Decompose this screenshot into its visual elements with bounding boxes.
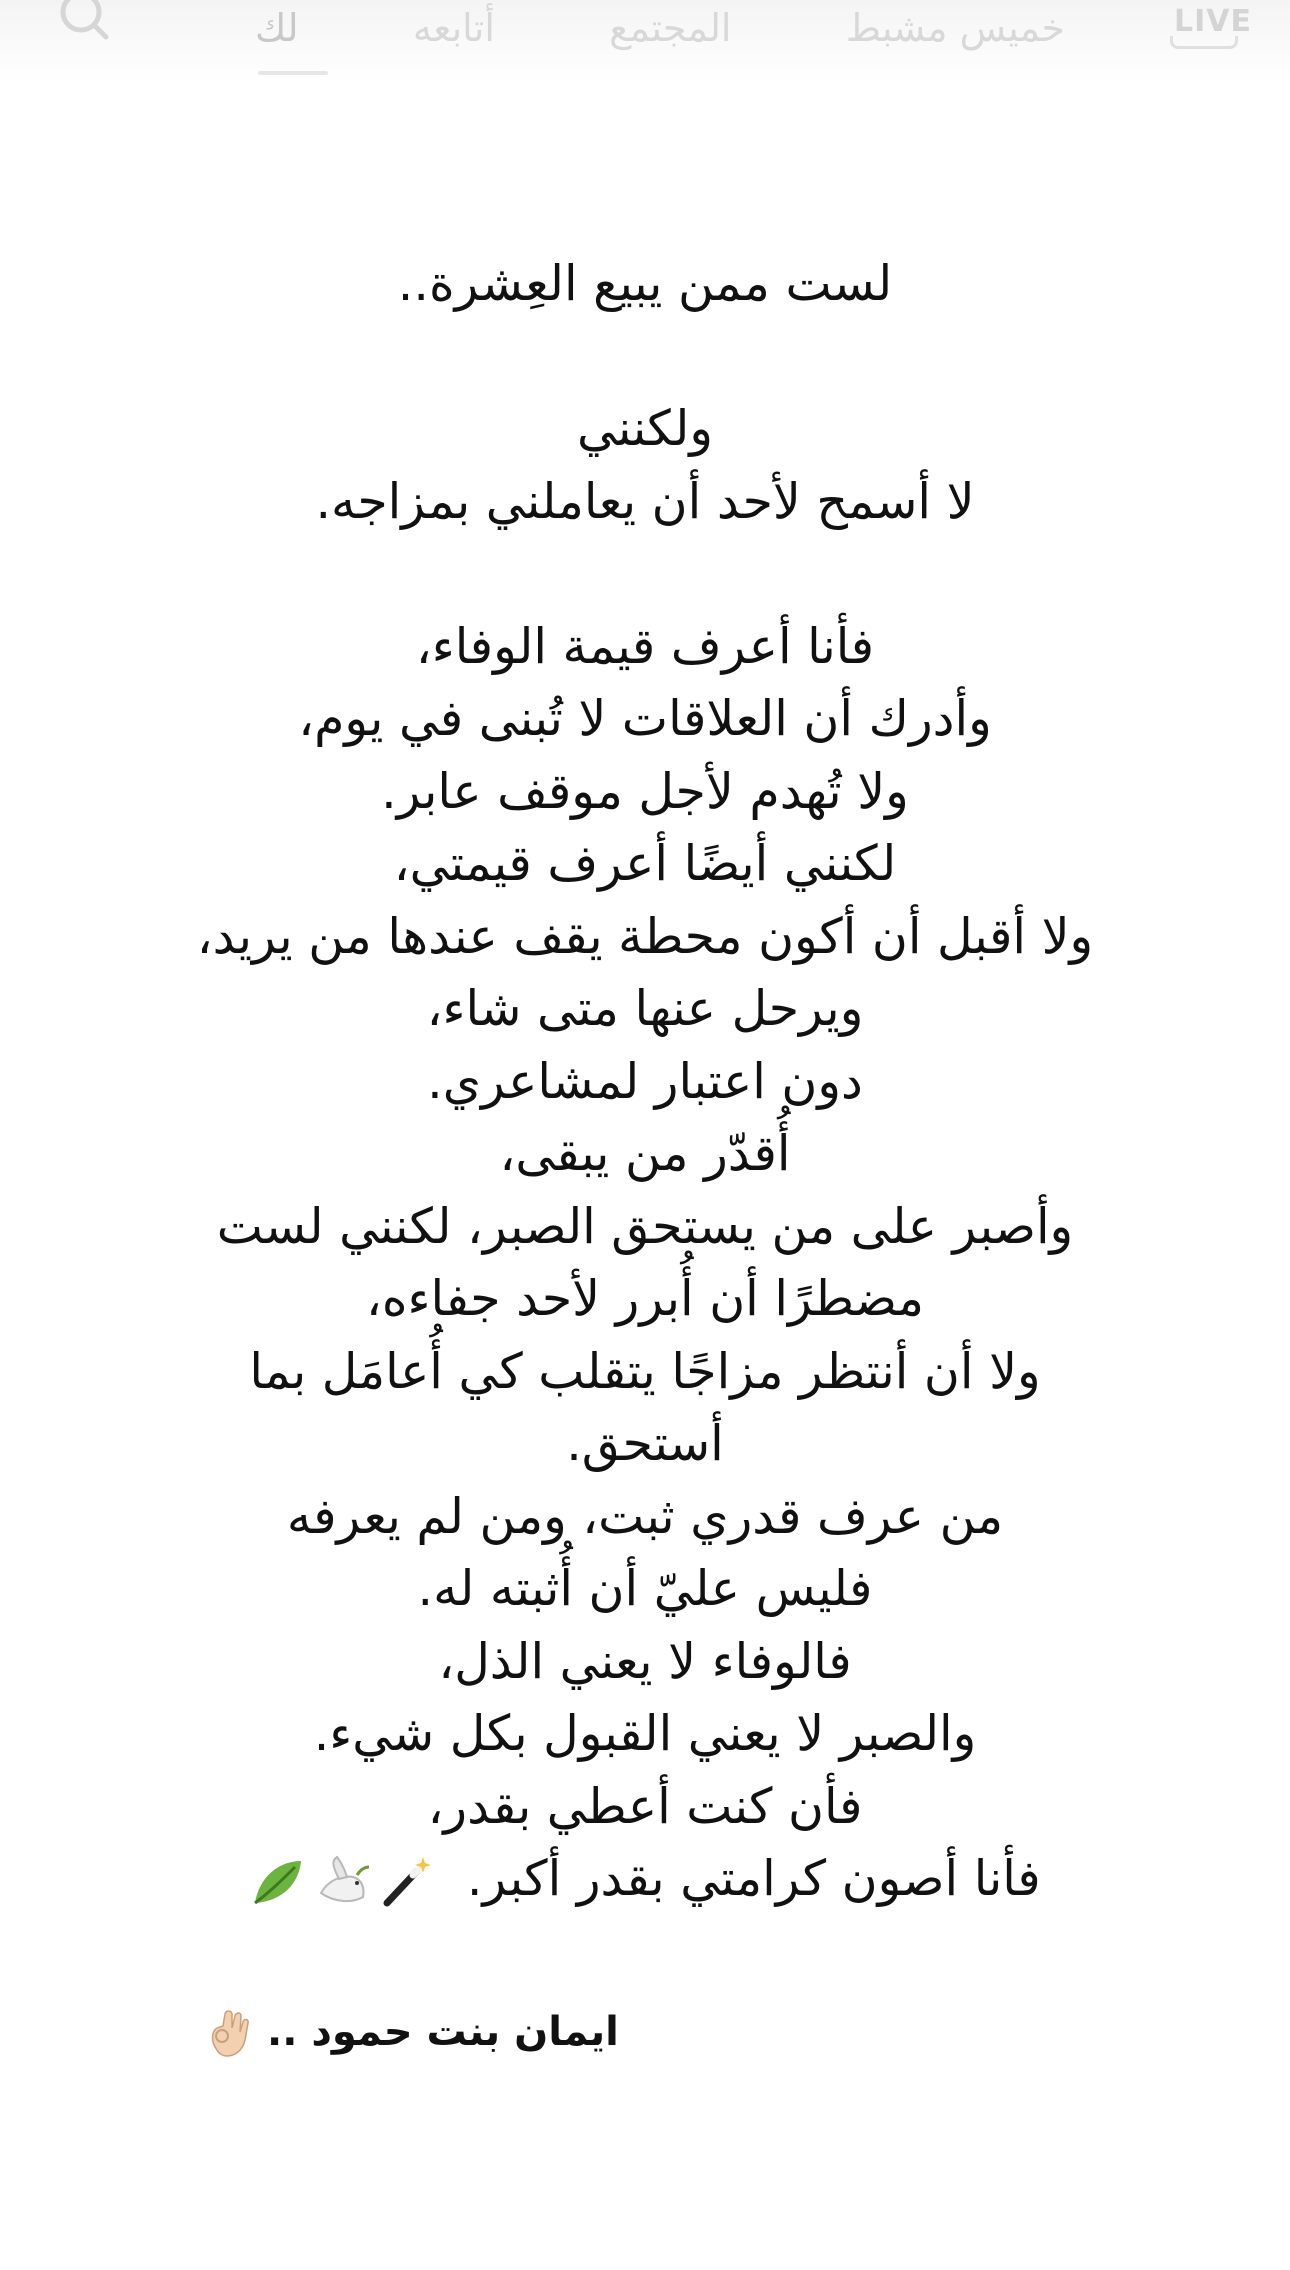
poem-line-11: أُقدّر من يبقى، (499, 1125, 791, 1182)
emoji-group (249, 1853, 435, 1911)
poem-line-8: ولا أقبل أن أكون محطة يقف عندها من يريد، (196, 907, 1094, 965)
poem-line-16: من عرف قدري ثبت، ومن لم يعرفه (286, 1487, 1004, 1545)
search-icon (48, 0, 128, 56)
poem-line-5: وأدرك أن العلاقات لا تُبنى في يوم، (298, 690, 992, 747)
signature-text: ايمان بنت حمود .. (267, 2009, 619, 2055)
poem-line-21: فأنا أصون كرامتي بقدر أكبر. (466, 1850, 1041, 1907)
poem-line-12: وأصبر على من يستحق الصبر، لكنني لست (216, 1197, 1074, 1255)
search-button[interactable] (48, 0, 128, 56)
poem-line-20: فأن كنت أعطي بقدر، (427, 1777, 863, 1835)
poem-line-18: فالوفاء لا يعني الذل، (438, 1632, 852, 1690)
ok-hand-emoji (205, 2006, 257, 2058)
dove-emoji (313, 1853, 371, 1911)
poem-line-10: دون اعتبار لمشاعري. (427, 1052, 863, 1110)
poem-text (150, 248, 1140, 1916)
signature (205, 2002, 619, 2062)
poem-line-3: لا أسمح لأحد أن يعاملني بمزاجه. (315, 472, 975, 530)
tab-following[interactable]: أتابعه (412, 6, 495, 50)
live-button[interactable] (1168, 0, 1252, 48)
poem-line-14: ولا أن أنتظر مزاجًا يتقلب كي أُعامَل بما (249, 1342, 1041, 1400)
leaf-emoji (249, 1853, 307, 1911)
poem-line-9: ويرحل عنها متى شاء، (426, 980, 864, 1037)
poem-line-6: ولا تُهدم لأجل موقف عابر. (381, 762, 909, 820)
poem-line-13: مضطرًا أن أُبرر لأحد جفاءه، (366, 1270, 924, 1327)
poem-line-1: لست ممن يبيع العِشرة.. (397, 255, 893, 312)
tab-community[interactable]: المجتمع (609, 6, 732, 50)
active-tab-indicator (258, 71, 328, 75)
poem-spacer (150, 538, 1140, 611)
poem-line-17: فليس عليّ أن أُثبته له. (417, 1560, 873, 1617)
poem-line-7: لكنني أيضًا أعرف قيمتي، (393, 835, 897, 892)
live-label: LIVE (1174, 4, 1252, 39)
tab-bar (255, 0, 1065, 56)
poem-line-4: فأنا أعرف قيمة الوفاء، (415, 617, 875, 675)
tab-for-you[interactable]: لك (255, 6, 299, 50)
tab-khamis-mushait[interactable]: خميس مشبط (845, 6, 1065, 50)
poem-line-19: والصبر لا يعني القبول بكل شيء. (313, 1705, 977, 1762)
poem-spacer (150, 321, 1140, 394)
live-tv-icon (1170, 36, 1238, 49)
poem-line-21-row (150, 1843, 1140, 1916)
magic-wand-emoji (377, 1853, 435, 1911)
poem-line-2: ولكنني (576, 400, 714, 457)
poem-line-15: أستحق. (566, 1415, 724, 1472)
top-bar (0, 0, 1290, 82)
